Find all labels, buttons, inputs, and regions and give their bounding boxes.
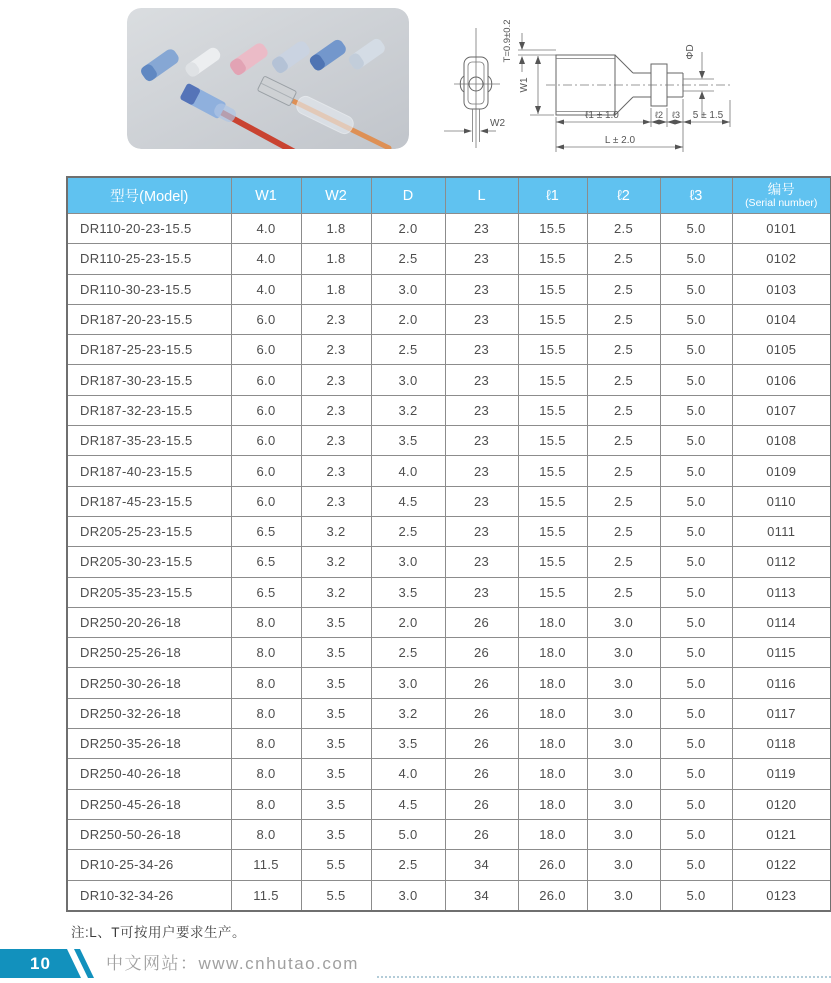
l3-cell: 5.0	[660, 244, 732, 274]
l2-cell: 2.5	[587, 426, 660, 456]
serial-cell: 0111	[732, 516, 831, 546]
w2-cell: 3.5	[301, 819, 371, 849]
l2-cell: 3.0	[587, 789, 660, 819]
serial-cell: 0101	[732, 214, 831, 244]
w2-cell: 2.3	[301, 395, 371, 425]
l1-cell: 18.0	[518, 729, 587, 759]
d-cell: 3.5	[371, 426, 445, 456]
l3-cell: 5.0	[660, 304, 732, 334]
table-row	[67, 577, 831, 607]
w1-cell: 4.0	[231, 274, 301, 304]
l1-cell: 26.0	[518, 850, 587, 880]
model-cell: DR250-35-26-18	[67, 729, 231, 759]
model-cell: DR250-50-26-18	[67, 819, 231, 849]
front-view	[444, 28, 505, 148]
l3-cell: 5.0	[660, 486, 732, 516]
d-cell: 3.0	[371, 880, 445, 911]
table-row	[67, 486, 831, 516]
col-model: 型号(Model)	[67, 177, 231, 214]
w2-cell: 5.5	[301, 880, 371, 911]
l3-cell: 5.0	[660, 516, 732, 546]
d-cell: 2.5	[371, 516, 445, 546]
l1-label: ℓ1 ± 1.0	[585, 110, 619, 121]
l-cell: 23	[445, 516, 518, 546]
table-row	[67, 304, 831, 334]
w1-cell: 8.0	[231, 759, 301, 789]
serial-cell: 0110	[732, 486, 831, 516]
l2-cell: 2.5	[587, 274, 660, 304]
l1-cell: 15.5	[518, 577, 587, 607]
header-row	[67, 177, 831, 214]
w1-cell: 11.5	[231, 850, 301, 880]
w2-cell: 3.2	[301, 577, 371, 607]
l-cell: 23	[445, 456, 518, 486]
model-cell: DR205-30-23-15.5	[67, 547, 231, 577]
serial-cell: 0122	[732, 850, 831, 880]
l1-cell: 18.0	[518, 668, 587, 698]
w1-cell: 6.0	[231, 335, 301, 365]
w1-cell: 8.0	[231, 789, 301, 819]
l3-cell: 5.0	[660, 729, 732, 759]
l2-cell: 2.5	[587, 486, 660, 516]
l2-cell: 3.0	[587, 759, 660, 789]
l2-cell: 3.0	[587, 850, 660, 880]
l3-cell: 5.0	[660, 577, 732, 607]
w1-cell: 6.5	[231, 516, 301, 546]
model-cell: DR250-30-26-18	[67, 668, 231, 698]
d-cell: 2.0	[371, 607, 445, 637]
w2-cell: 2.3	[301, 304, 371, 334]
t-label: T=0.9±0.2	[502, 19, 513, 63]
l3-cell: 5.0	[660, 607, 732, 637]
d-label: ΦD	[685, 44, 696, 60]
w2-cell: 1.8	[301, 274, 371, 304]
l2-cell: 3.0	[587, 698, 660, 728]
l3-cell: 5.0	[660, 274, 732, 304]
table-row	[67, 365, 831, 395]
w2-cell: 3.2	[301, 516, 371, 546]
l3-cell: 5.0	[660, 638, 732, 668]
serial-cell: 0104	[732, 304, 831, 334]
w2-cell: 2.3	[301, 426, 371, 456]
l2-cell: 3.0	[587, 607, 660, 637]
w2-cell: 3.5	[301, 729, 371, 759]
model-cell: DR187-45-23-15.5	[67, 486, 231, 516]
table-row	[67, 668, 831, 698]
l2-cell: 2.5	[587, 244, 660, 274]
d-cell: 2.0	[371, 214, 445, 244]
model-cell: DR250-25-26-18	[67, 638, 231, 668]
l1-cell: 15.5	[518, 244, 587, 274]
table-row	[67, 638, 831, 668]
L-label: L ± 2.0	[604, 135, 636, 146]
product-photo-image	[127, 8, 409, 149]
w2-cell: 3.5	[301, 759, 371, 789]
model-cell: DR250-20-26-18	[67, 607, 231, 637]
l2-cell: 2.5	[587, 214, 660, 244]
w2-cell: 3.5	[301, 789, 371, 819]
d-cell: 3.0	[371, 547, 445, 577]
l3-cell: 5.0	[660, 214, 732, 244]
w1-cell: 4.0	[231, 214, 301, 244]
w1-cell: 6.0	[231, 304, 301, 334]
model-cell: DR205-35-23-15.5	[67, 577, 231, 607]
l-cell: 23	[445, 365, 518, 395]
l1-cell: 15.5	[518, 274, 587, 304]
serial-cell: 0115	[732, 638, 831, 668]
col-l3: ℓ3	[660, 177, 732, 214]
col-l2: ℓ2	[587, 177, 660, 214]
l3-cell: 5.0	[660, 789, 732, 819]
l1-cell: 15.5	[518, 304, 587, 334]
l2-cell: 2.5	[587, 365, 660, 395]
w1-cell: 6.0	[231, 365, 301, 395]
l-cell: 26	[445, 789, 518, 819]
l3-cell: 5.0	[660, 547, 732, 577]
l3-cell: 5.0	[660, 819, 732, 849]
d-cell: 4.5	[371, 789, 445, 819]
l2-cell: 3.0	[587, 729, 660, 759]
l3-cell: 5.0	[660, 456, 732, 486]
l-cell: 34	[445, 880, 518, 911]
w1-cell: 6.0	[231, 486, 301, 516]
d-cell: 3.0	[371, 668, 445, 698]
l2-cell: 3.0	[587, 668, 660, 698]
l3-cell: 5.0	[660, 426, 732, 456]
product-photo	[127, 8, 409, 149]
l2-cell: 2.5	[587, 577, 660, 607]
five-label: 5 ± 1.5	[692, 110, 724, 121]
d-cell: 3.5	[371, 729, 445, 759]
l1-cell: 18.0	[518, 759, 587, 789]
l2-cell: 3.0	[587, 880, 660, 911]
w2-cell: 1.8	[301, 244, 371, 274]
table-row	[67, 607, 831, 637]
spec-table	[66, 176, 831, 912]
d-cell: 5.0	[371, 819, 445, 849]
l-cell: 23	[445, 335, 518, 365]
w1-cell: 8.0	[231, 729, 301, 759]
l1-cell: 15.5	[518, 365, 587, 395]
l2-cell: 2.5	[587, 304, 660, 334]
l3-label: ℓ3	[672, 110, 680, 120]
model-cell: DR187-25-23-15.5	[67, 335, 231, 365]
d-cell: 3.2	[371, 395, 445, 425]
l1-cell: 15.5	[518, 516, 587, 546]
w1-cell: 6.0	[231, 426, 301, 456]
w1-cell: 6.5	[231, 577, 301, 607]
w2-cell: 5.5	[301, 850, 371, 880]
w2-cell: 3.5	[301, 638, 371, 668]
model-cell: DR187-35-23-15.5	[67, 426, 231, 456]
serial-cell: 0109	[732, 456, 831, 486]
col-serial-en: (Serial number)	[745, 197, 818, 209]
d-cell: 2.5	[371, 638, 445, 668]
model-cell: DR250-40-26-18	[67, 759, 231, 789]
w1-cell: 4.0	[231, 244, 301, 274]
d-cell: 4.0	[371, 759, 445, 789]
table-row	[67, 516, 831, 546]
table-row	[67, 335, 831, 365]
l2-cell: 2.5	[587, 395, 660, 425]
table-row	[67, 395, 831, 425]
table-row	[67, 547, 831, 577]
w2-cell: 3.5	[301, 698, 371, 728]
d-cell: 2.0	[371, 304, 445, 334]
model-cell: DR187-40-23-15.5	[67, 456, 231, 486]
serial-cell: 0121	[732, 819, 831, 849]
w2-cell: 2.3	[301, 456, 371, 486]
w2-cell: 2.3	[301, 335, 371, 365]
l3-cell: 5.0	[660, 395, 732, 425]
w1-cell: 8.0	[231, 698, 301, 728]
table-row	[67, 456, 831, 486]
l1-cell: 26.0	[518, 880, 587, 911]
l1-cell: 15.5	[518, 456, 587, 486]
model-cell: DR110-25-23-15.5	[67, 244, 231, 274]
l3-cell: 5.0	[660, 698, 732, 728]
w1-cell: 8.0	[231, 668, 301, 698]
l1-cell: 15.5	[518, 335, 587, 365]
w1-cell: 8.0	[231, 638, 301, 668]
l2-cell: 2.5	[587, 547, 660, 577]
l-cell: 34	[445, 850, 518, 880]
l2-cell: 3.0	[587, 819, 660, 849]
table-row	[67, 214, 831, 244]
model-cell: DR110-30-23-15.5	[67, 274, 231, 304]
l-cell: 23	[445, 577, 518, 607]
serial-cell: 0113	[732, 577, 831, 607]
w1-cell: 6.5	[231, 547, 301, 577]
w2-cell: 2.3	[301, 486, 371, 516]
l-cell: 23	[445, 426, 518, 456]
l1-cell: 18.0	[518, 819, 587, 849]
w1-cell: 6.0	[231, 395, 301, 425]
d-cell: 3.0	[371, 365, 445, 395]
l-cell: 26	[445, 668, 518, 698]
table-row	[67, 244, 831, 274]
table-row	[67, 426, 831, 456]
d-cell: 2.5	[371, 850, 445, 880]
d-cell: 4.0	[371, 456, 445, 486]
l1-cell: 15.5	[518, 214, 587, 244]
table-row	[67, 819, 831, 849]
model-cell: DR10-32-34-26	[67, 880, 231, 911]
table-row	[67, 880, 831, 911]
serial-cell: 0102	[732, 244, 831, 274]
model-cell: DR187-30-23-15.5	[67, 365, 231, 395]
model-cell: DR110-20-23-15.5	[67, 214, 231, 244]
w1-cell: 8.0	[231, 607, 301, 637]
w2-cell: 3.2	[301, 547, 371, 577]
l1-cell: 18.0	[518, 789, 587, 819]
model-cell: DR250-45-26-18	[67, 789, 231, 819]
l3-cell: 5.0	[660, 668, 732, 698]
table-row	[67, 698, 831, 728]
side-view	[502, 20, 730, 152]
serial-cell: 0119	[732, 759, 831, 789]
l3-cell: 5.0	[660, 759, 732, 789]
l1-cell: 18.0	[518, 638, 587, 668]
l-cell: 26	[445, 638, 518, 668]
footer-bar	[0, 949, 831, 978]
col-serial-cn: 编号	[767, 182, 795, 197]
w1-cell: 8.0	[231, 819, 301, 849]
l3-cell: 5.0	[660, 365, 732, 395]
l2-cell: 2.5	[587, 335, 660, 365]
l-cell: 23	[445, 486, 518, 516]
serial-cell: 0106	[732, 365, 831, 395]
w2-cell: 3.5	[301, 607, 371, 637]
serial-cell: 0120	[732, 789, 831, 819]
l-cell: 23	[445, 214, 518, 244]
d-cell: 2.5	[371, 244, 445, 274]
l-cell: 23	[445, 274, 518, 304]
serial-cell: 0114	[732, 607, 831, 637]
serial-cell: 0112	[732, 547, 831, 577]
l-cell: 23	[445, 395, 518, 425]
l-cell: 26	[445, 607, 518, 637]
serial-cell: 0118	[732, 729, 831, 759]
model-cell: DR187-32-23-15.5	[67, 395, 231, 425]
serial-cell: 0108	[732, 426, 831, 456]
d-cell: 3.2	[371, 698, 445, 728]
l1-cell: 15.5	[518, 426, 587, 456]
w1-cell: 11.5	[231, 880, 301, 911]
l1-cell: 15.5	[518, 547, 587, 577]
col-d: D	[371, 177, 445, 214]
model-cell: DR187-20-23-15.5	[67, 304, 231, 334]
l3-cell: 5.0	[660, 880, 732, 911]
d-cell: 2.5	[371, 335, 445, 365]
dotted-rule	[377, 976, 831, 978]
d-cell: 3.5	[371, 577, 445, 607]
d-cell: 3.0	[371, 274, 445, 304]
col-serial	[732, 177, 831, 214]
l-cell: 26	[445, 819, 518, 849]
l1-cell: 18.0	[518, 607, 587, 637]
l-cell: 26	[445, 759, 518, 789]
l1-cell: 15.5	[518, 486, 587, 516]
l1-cell: 15.5	[518, 395, 587, 425]
serial-cell: 0105	[732, 335, 831, 365]
footnote: 注:L、T可按用户要求生产。	[71, 925, 247, 940]
serial-cell: 0123	[732, 880, 831, 911]
col-w1: W1	[231, 177, 301, 214]
l-cell: 23	[445, 304, 518, 334]
model-cell: DR250-32-26-18	[67, 698, 231, 728]
l2-label: ℓ2	[655, 110, 663, 120]
w2-cell: 1.8	[301, 214, 371, 244]
col-w2: W2	[301, 177, 371, 214]
serial-cell: 0116	[732, 668, 831, 698]
l-cell: 26	[445, 698, 518, 728]
w1-cell: 6.0	[231, 456, 301, 486]
table-row	[67, 789, 831, 819]
table-row	[67, 274, 831, 304]
l-cell: 26	[445, 729, 518, 759]
page-number: 10	[30, 954, 51, 973]
table-row	[67, 850, 831, 880]
serial-cell: 0107	[732, 395, 831, 425]
w2-label: W2	[490, 118, 505, 129]
model-cell: DR205-25-23-15.5	[67, 516, 231, 546]
w1-label: W1	[519, 77, 530, 93]
model-cell: DR10-25-34-26	[67, 850, 231, 880]
dimension-drawing	[430, 0, 831, 164]
l2-cell: 2.5	[587, 456, 660, 486]
website-text: 中文网站：www.cnhutao.com	[106, 954, 359, 973]
table-row	[67, 759, 831, 789]
w2-cell: 2.3	[301, 365, 371, 395]
l2-cell: 3.0	[587, 638, 660, 668]
l-cell: 23	[445, 547, 518, 577]
l3-cell: 5.0	[660, 335, 732, 365]
l1-cell: 18.0	[518, 698, 587, 728]
table-row	[67, 729, 831, 759]
d-cell: 4.5	[371, 486, 445, 516]
serial-cell: 0117	[732, 698, 831, 728]
w2-cell: 3.5	[301, 668, 371, 698]
l2-cell: 2.5	[587, 516, 660, 546]
l3-cell: 5.0	[660, 850, 732, 880]
col-l1: ℓ1	[518, 177, 587, 214]
l-cell: 23	[445, 244, 518, 274]
serial-cell: 0103	[732, 274, 831, 304]
col-l: L	[445, 177, 518, 214]
